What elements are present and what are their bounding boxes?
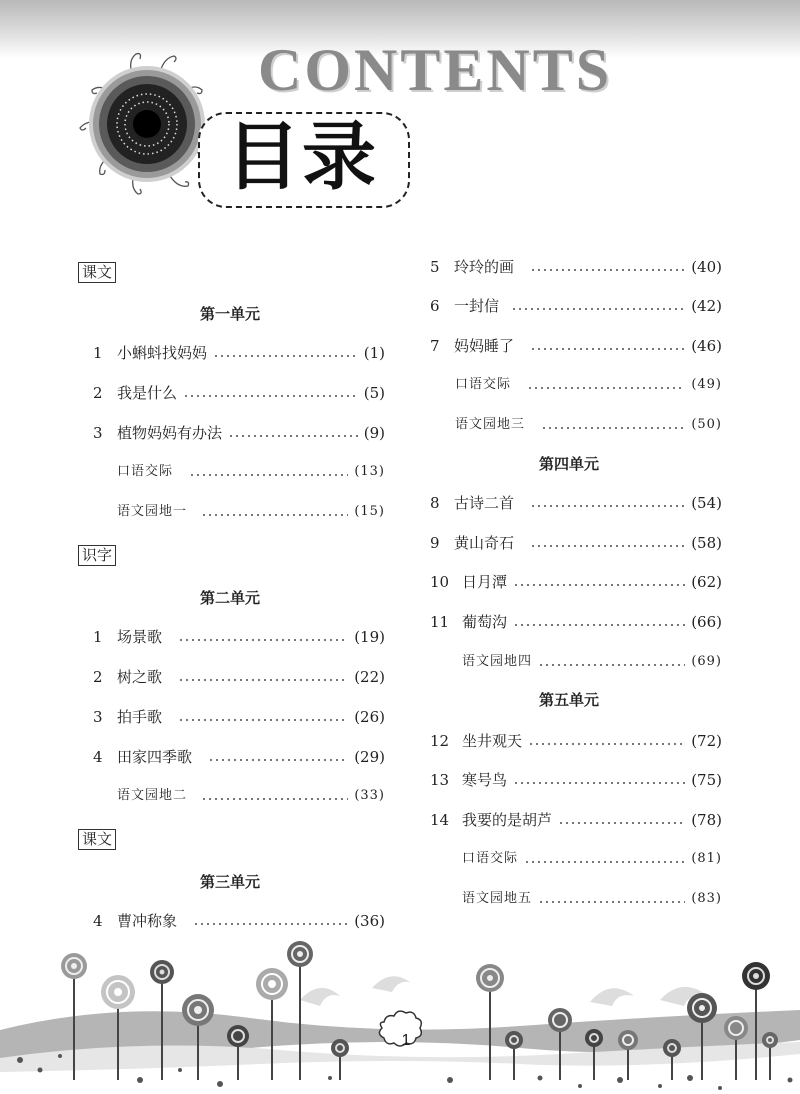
item-number: 9 xyxy=(430,534,440,552)
item-title: 妈妈睡了 xyxy=(454,337,515,355)
item-page: (78) xyxy=(691,811,722,829)
toc-item[interactable] xyxy=(430,336,722,356)
leader-dots xyxy=(513,584,685,586)
item-title: 场景歌 xyxy=(117,628,163,646)
leader-dots xyxy=(228,435,358,437)
item-title: 小蝌蚪找妈妈 xyxy=(117,344,208,362)
toc-item[interactable] xyxy=(93,707,385,727)
leader-dots xyxy=(201,798,348,800)
unit-title: 第二单元 xyxy=(199,589,260,607)
toc-item[interactable] xyxy=(430,810,722,830)
leader-dots xyxy=(513,782,685,784)
item-number: 4 xyxy=(93,912,103,930)
item-number: 6 xyxy=(430,297,440,315)
page-title: 目录 xyxy=(226,114,378,200)
item-title: 语文园地一 xyxy=(117,504,188,519)
item-title: 语文园地三 xyxy=(455,417,526,432)
item-page: (33) xyxy=(354,788,385,803)
leader-dots xyxy=(530,269,685,271)
item-title: 黄山奇石 xyxy=(454,534,515,552)
item-page: (46) xyxy=(691,337,722,355)
item-page: (26) xyxy=(354,708,385,726)
item-number: 8 xyxy=(430,494,440,512)
item-title: 口语交际 xyxy=(117,464,174,479)
item-page: (36) xyxy=(354,912,385,930)
leader-dots xyxy=(178,679,348,681)
item-number: 2 xyxy=(93,668,103,686)
leader-dots xyxy=(178,639,348,641)
leader-dots xyxy=(524,861,685,863)
item-page: (40) xyxy=(691,258,722,276)
toc-item[interactable] xyxy=(430,731,722,751)
item-title: 日月潭 xyxy=(462,573,508,591)
section-tag-lessons: 课文 xyxy=(78,829,116,850)
item-number: 7 xyxy=(430,337,440,355)
toc-item[interactable] xyxy=(430,493,722,513)
unit-title: 第一单元 xyxy=(199,305,260,323)
leader-dots xyxy=(538,901,685,903)
toc-item[interactable] xyxy=(93,383,385,403)
toc-item[interactable] xyxy=(462,889,722,909)
item-title: 口语交际 xyxy=(455,377,512,392)
item-page: (5) xyxy=(363,384,385,402)
item-title: 语文园地五 xyxy=(462,891,533,906)
toc-item[interactable] xyxy=(455,415,722,435)
section-tag-characters: 识字 xyxy=(78,545,116,566)
item-title: 语文园地二 xyxy=(117,788,188,803)
leader-dots xyxy=(530,505,685,507)
item-title: 拍手歌 xyxy=(117,708,163,726)
item-page: (19) xyxy=(354,628,385,646)
item-page: (54) xyxy=(691,494,722,512)
item-number: 1 xyxy=(93,628,103,646)
item-page: (69) xyxy=(691,654,722,669)
item-title: 植物妈妈有办法 xyxy=(117,424,223,442)
item-title: 寒号鸟 xyxy=(462,771,508,789)
item-page: (50) xyxy=(691,417,722,432)
toc-item[interactable] xyxy=(117,502,385,522)
leader-dots xyxy=(511,308,685,310)
item-page: (66) xyxy=(691,613,722,631)
contents-heading: CONTENTS xyxy=(258,37,613,103)
toc-item[interactable] xyxy=(430,533,722,553)
leader-dots xyxy=(183,395,358,397)
item-page: (9) xyxy=(363,424,385,442)
item-number: 2 xyxy=(93,384,103,402)
item-page: (49) xyxy=(691,377,722,392)
leader-dots xyxy=(208,759,348,761)
toc-item[interactable] xyxy=(93,423,385,443)
leader-dots xyxy=(530,545,685,547)
toc-item[interactable] xyxy=(117,786,385,806)
toc-item[interactable] xyxy=(430,296,722,316)
item-number: 10 xyxy=(430,573,450,591)
item-page: (15) xyxy=(354,504,385,519)
item-page: (42) xyxy=(691,297,722,315)
item-number: 14 xyxy=(430,811,450,829)
toc-item[interactable] xyxy=(455,375,722,395)
leader-dots xyxy=(513,624,685,626)
toc-item[interactable] xyxy=(462,849,722,869)
item-page: (75) xyxy=(691,771,722,789)
leader-dots xyxy=(541,427,685,429)
unit-title: 第三单元 xyxy=(199,873,260,891)
item-title: 一封信 xyxy=(454,297,500,315)
leader-dots xyxy=(558,822,685,824)
unit-title: 第五单元 xyxy=(538,691,599,709)
item-title: 玲玲的画 xyxy=(454,258,515,276)
leader-dots xyxy=(530,348,685,350)
item-title: 葡萄沟 xyxy=(462,613,508,631)
leader-dots xyxy=(527,387,685,389)
page-number: 1 xyxy=(401,1032,411,1049)
item-page: (22) xyxy=(354,668,385,686)
item-title: 语文园地四 xyxy=(462,654,533,669)
item-title: 古诗二首 xyxy=(454,494,515,512)
item-page: (1) xyxy=(363,344,385,362)
item-title: 树之歌 xyxy=(117,668,163,686)
item-page: (62) xyxy=(691,573,722,591)
toc-item[interactable] xyxy=(462,652,722,672)
item-number: 1 xyxy=(93,344,103,362)
item-page: (29) xyxy=(354,748,385,766)
leader-dots xyxy=(178,719,348,721)
toc-item[interactable] xyxy=(93,627,385,647)
item-number: 3 xyxy=(93,708,103,726)
item-page: (83) xyxy=(691,891,722,906)
toc-item[interactable] xyxy=(93,911,385,931)
item-number: 4 xyxy=(93,748,103,766)
lollipop-decoration xyxy=(0,930,800,1094)
item-number: 11 xyxy=(430,613,450,631)
item-page: (72) xyxy=(691,732,722,750)
section-tag-lessons: 课文 xyxy=(78,262,116,283)
item-title: 坐井观天 xyxy=(462,732,523,750)
item-title: 曹冲称象 xyxy=(117,912,178,930)
item-number: 3 xyxy=(93,424,103,442)
leader-dots xyxy=(213,355,358,357)
item-title: 口语交际 xyxy=(462,851,519,866)
item-number: 13 xyxy=(430,771,450,789)
unit-title: 第四单元 xyxy=(538,455,599,473)
toc-item[interactable] xyxy=(430,770,722,790)
leader-dots xyxy=(189,474,348,476)
item-number: 5 xyxy=(430,258,440,276)
toc-item[interactable] xyxy=(117,462,385,482)
leader-dots xyxy=(538,664,685,666)
item-number: 12 xyxy=(430,732,450,750)
toc-item[interactable] xyxy=(93,747,385,767)
leader-dots xyxy=(201,514,348,516)
toc-item[interactable] xyxy=(93,667,385,687)
leader-dots xyxy=(528,743,685,745)
item-title: 田家四季歌 xyxy=(117,748,193,766)
toc-item[interactable] xyxy=(430,257,722,277)
toc-item[interactable] xyxy=(430,612,722,632)
item-title: 我是什么 xyxy=(117,384,178,402)
item-page: (81) xyxy=(691,851,722,866)
item-page: (58) xyxy=(691,534,722,552)
toc-item[interactable] xyxy=(93,343,385,363)
leader-dots xyxy=(193,923,348,925)
item-page: (13) xyxy=(354,464,385,479)
item-title: 我要的是胡芦 xyxy=(462,811,553,829)
toc-item[interactable] xyxy=(430,572,722,592)
